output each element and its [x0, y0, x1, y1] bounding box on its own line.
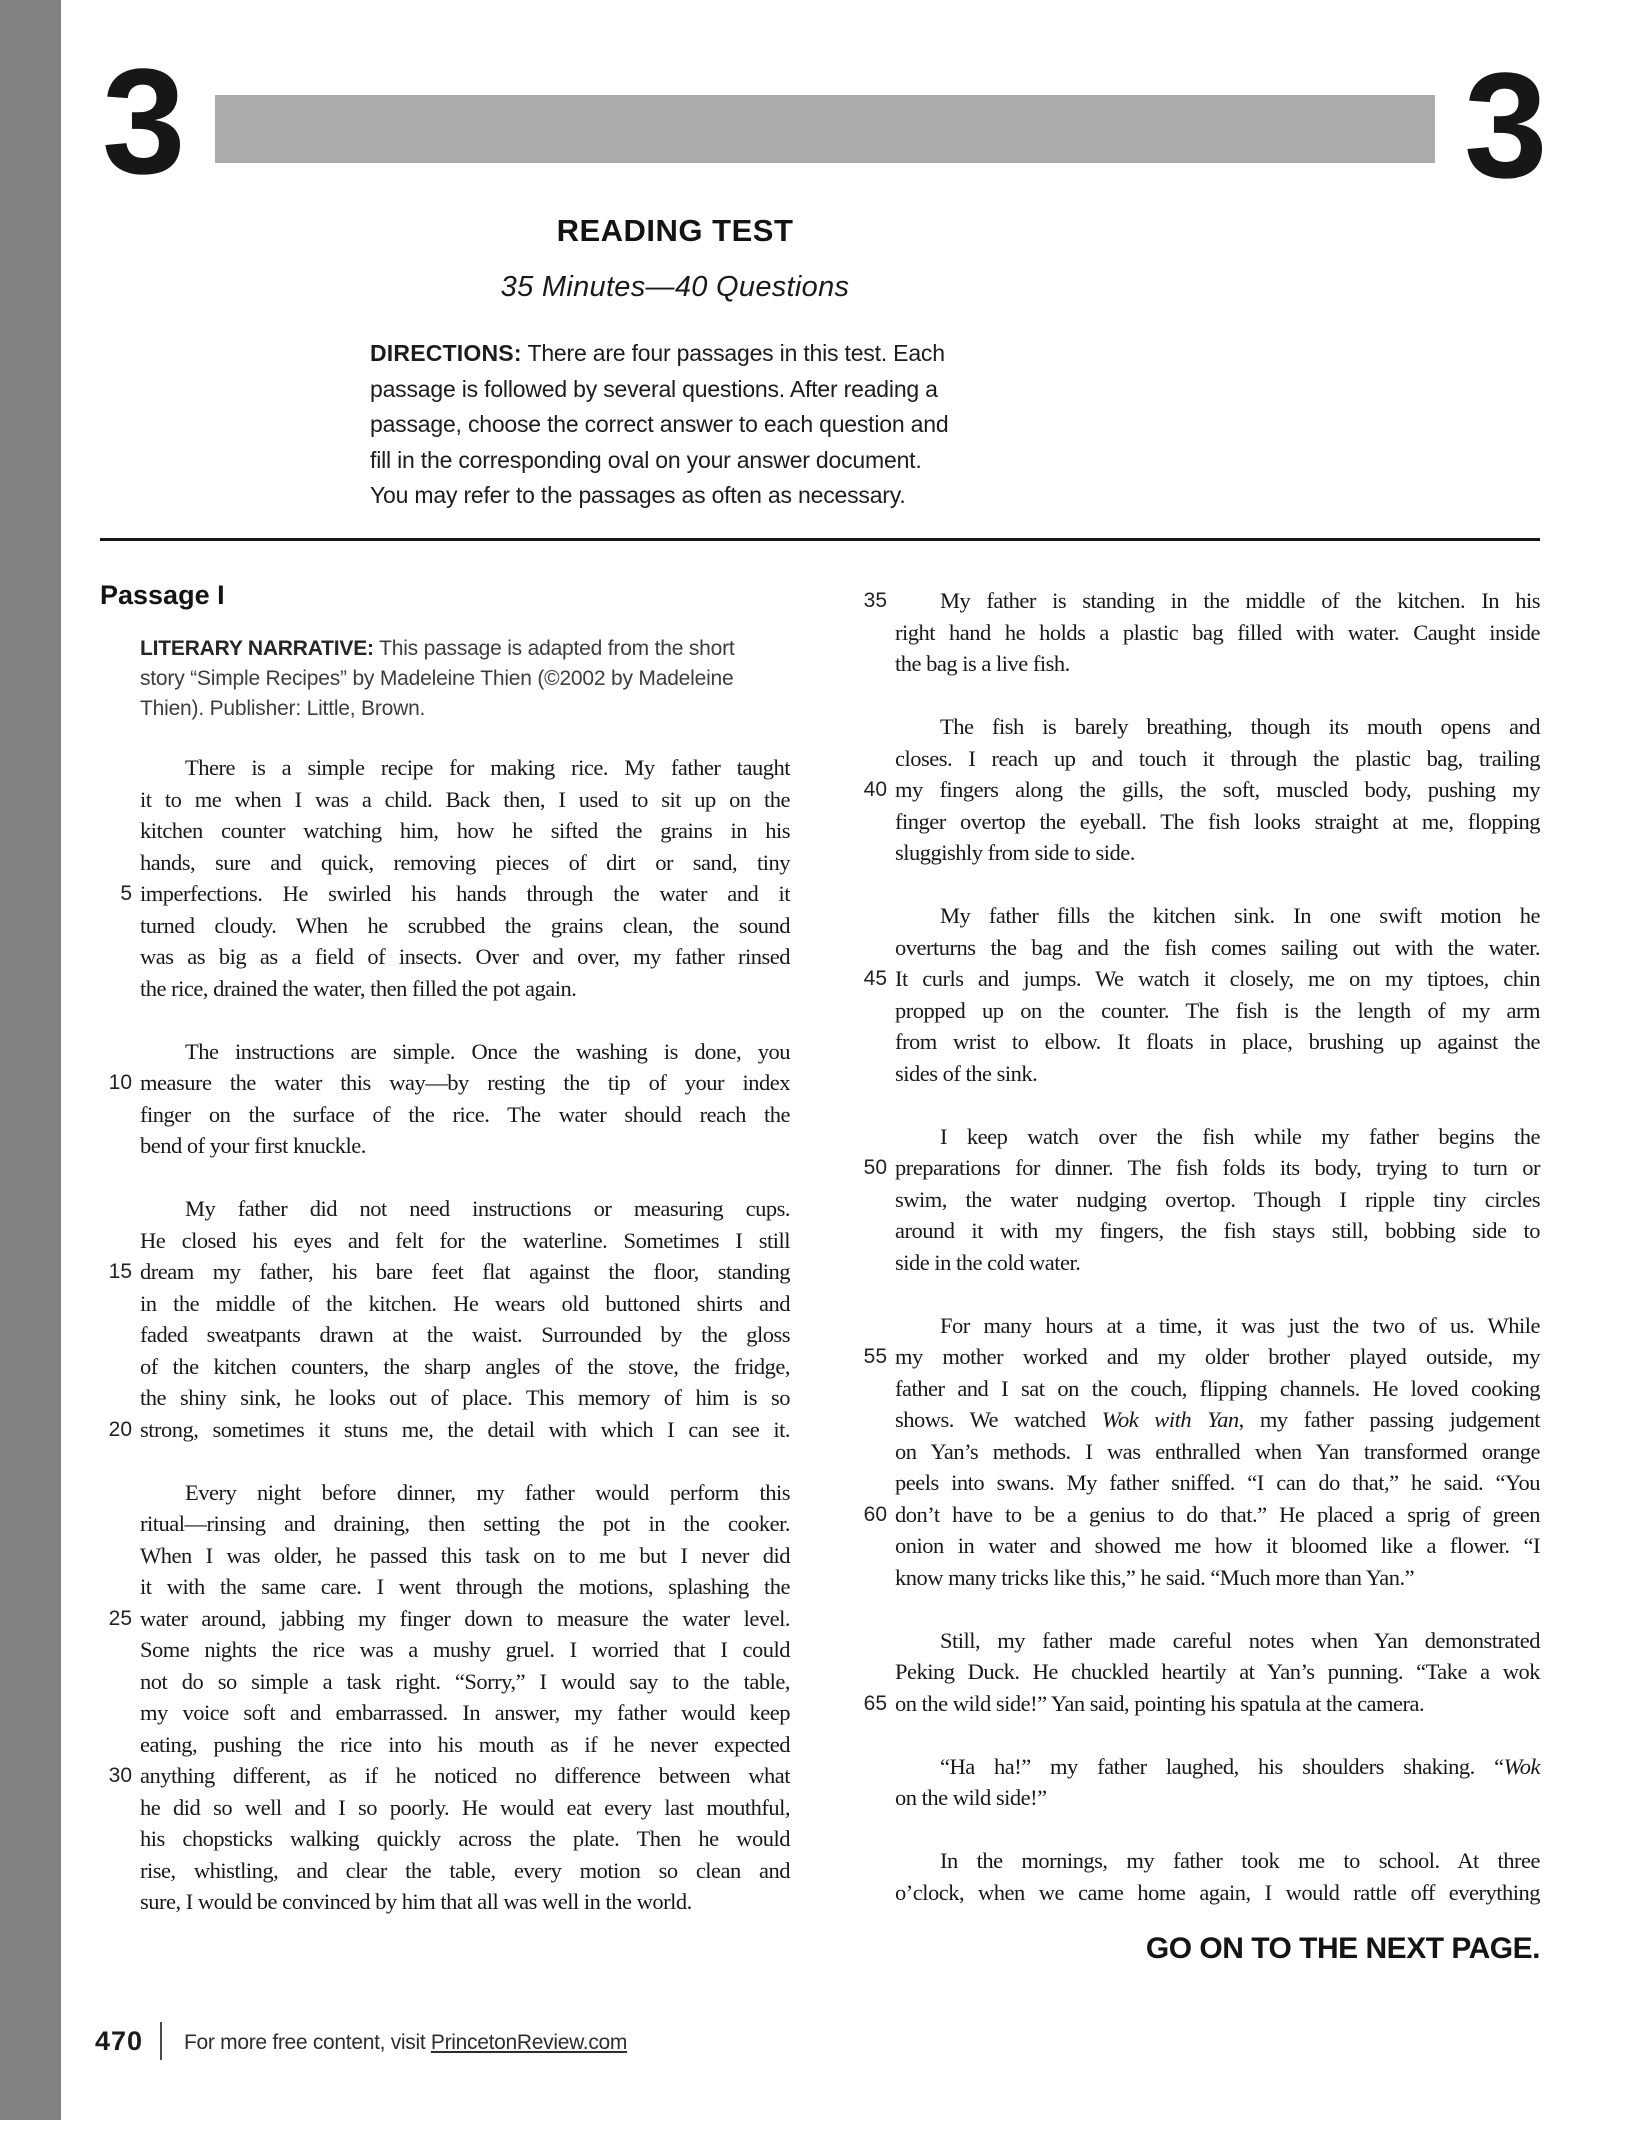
passage-line: In the mornings, my father took me to school. At three — [940, 1848, 1540, 1873]
passage-line: 45 It curls and jumps. We watch it closely, me on my tiptoes, chin — [895, 963, 1540, 995]
intro-label: LITERARY NARRATIVE: — [140, 637, 374, 660]
directions-block — [370, 336, 995, 514]
passage-line: 50 preparations for dinner. The fish folds its body, trying to turn or — [895, 1152, 1540, 1184]
line-number: 55 — [863, 1345, 887, 1368]
passage-line: not do so simple a task right. “Sorry,” I would say to the table, — [140, 1668, 790, 1694]
princeton-review-link[interactable]: PrincetonReview.com — [430, 2031, 628, 2054]
line-number: 10 — [108, 1071, 132, 1094]
passage-line: 30 anything different, as if he noticed no difference between what — [140, 1760, 790, 1792]
page-subtitle: 35 Minutes—40 Questions — [500, 271, 850, 303]
intro-line: Thien). Publisher: Little, Brown. — [140, 697, 426, 720]
passage-line: hands, sure and quick, removing pieces of dirt or sand, tiny — [140, 849, 790, 875]
line-number: 25 — [108, 1606, 132, 1630]
passage-line: sides of the sink. — [895, 1060, 1038, 1086]
passage-line: o’clock, when we came home again, I would rattle off everything — [895, 1879, 1540, 1905]
line-number: 40 — [863, 778, 887, 801]
line-number: 30 — [108, 1764, 132, 1787]
passage-line: My father did not need instructions or measuring cups. — [185, 1196, 790, 1221]
passage-line: faded sweatpants drawn at the waist. Surrounded by the gloss — [140, 1322, 790, 1347]
passage-line: 65 on the wild side!” Yan said, pointing his spatula at the camera. — [895, 1688, 1540, 1720]
passage-line: right hand he holds a plastic bag filled with water. Caught inside — [895, 619, 1540, 645]
header-gray-bar — [215, 95, 1435, 163]
passage-line: shows. We watched Wok with Yan, my father passing judgement — [895, 1407, 1540, 1432]
directions-line: passage, choose the correct answer to each question and — [370, 411, 949, 437]
passage-line: know many tricks like this,” he said. “Much more than Yan.” — [895, 1564, 1415, 1590]
passage-line: of the kitchen counters, the sharp angles of the stove, the fridge, — [140, 1353, 790, 1379]
line-number: 65 — [863, 1691, 887, 1715]
section-number-left: 3 — [102, 37, 182, 205]
passage-line: rise, whistling, and clear the table, every motion so clean and — [140, 1857, 790, 1883]
passage-line: 25 water around, jabbing my finger down to measure the water level. — [140, 1603, 790, 1635]
line-number: 45 — [863, 967, 887, 990]
passage-line: 40 my fingers along the gills, the soft, muscled body, pushing my — [895, 774, 1540, 806]
line-number: 50 — [863, 1156, 887, 1179]
directions-line: DIRECTIONS: There are four passages in this test. Each — [370, 340, 945, 366]
footer-separator — [160, 2022, 162, 2060]
passage-line: There is a simple recipe for making rice. My father taught — [185, 755, 790, 780]
passage-line: overturns the bag and the fish comes sailing out with the water. — [895, 934, 1540, 960]
line-number: 60 — [863, 1502, 887, 1526]
passage-line: around it with my fingers, the fish stays still, bobbing side to — [895, 1218, 1540, 1243]
directions-line: You may refer to the passages as often as necessary. — [370, 482, 906, 508]
passage-line: his chopsticks walking quickly across the plate. Then he would — [140, 1826, 790, 1851]
intro-line: LITERARY NARRATIVE: This passage is adapted from the short — [140, 637, 735, 660]
passage-line: in the middle of the kitchen. He wears old buttoned shirts and — [140, 1290, 790, 1316]
passage-line: propped up on the counter. The fish is the length of my arm — [895, 997, 1540, 1023]
passage-line: the rice, drained the water, then filled the pot again. — [140, 975, 577, 1001]
passage-line: When I was older, he passed this task on to me but I never did — [140, 1542, 790, 1568]
passage-line: ritual—rinsing and draining, then setting the pot in the cooker. — [140, 1511, 790, 1536]
passage-line: it with the same care. I went through the motions, splashing the — [140, 1574, 790, 1599]
section-number-right: 3 — [1464, 41, 1544, 209]
passage-line: 35 My father is standing in the middle of the kitchen. In his — [895, 585, 1540, 617]
passage-line: side in the cold water. — [895, 1249, 1081, 1275]
passage-line: the shiny sink, he looks out of place. This memory of him is so — [140, 1385, 790, 1410]
passage-line: My father fills the kitchen sink. In one swift motion he — [940, 903, 1540, 928]
passage-line: turned cloudy. When he scrubbed the grains clean, the sound — [140, 912, 790, 938]
passage-line: Peking Duck. He chuckled heartily at Yan’s punning. “Take a wok — [895, 1659, 1540, 1684]
passage-line: Still, my father made careful notes when Yan demonstrated — [940, 1627, 1540, 1653]
passage-line: on the wild side!” — [895, 1785, 1047, 1810]
passage-line: finger on the surface of the rice. The water should reach the — [140, 1101, 790, 1127]
passage-line: finger overtop the eyeball. The fish looks straight at me, flopping — [895, 808, 1540, 834]
passage-line: was as big as a field of insects. Over and over, my father rinsed — [140, 944, 790, 969]
title-block — [370, 213, 980, 304]
passage-line: 15 dream my father, his bare feet flat against the floor, standing — [140, 1256, 790, 1288]
passage-line: bend of your first knuckle. — [140, 1133, 366, 1158]
line-number: 35 — [863, 589, 887, 612]
passage-line: the bag is a live fish. — [895, 651, 1070, 676]
passage-column-left — [108, 752, 790, 1918]
passage-line: father and I sat on the couch, flipping channels. He loved cooking — [895, 1375, 1540, 1401]
line-number: 20 — [108, 1417, 132, 1441]
passage-line: he did so well and I so poorly. He would eat every last mouthful, — [140, 1794, 790, 1820]
passage-line: sluggishly from side to side. — [895, 840, 1135, 865]
passage-intro — [140, 634, 800, 724]
go-on-notice: GO ON TO THE NEXT PAGE. — [1145, 1932, 1540, 1965]
passage-line: it to me when I was a child. Back then, I used to sit up on the — [140, 786, 790, 812]
passage-line: 10 measure the water this way—by resting the tip of your index — [140, 1067, 790, 1099]
passage-line: my voice soft and embarrassed. In answer, my father would keep — [140, 1700, 790, 1725]
passage-line: kitchen counter watching him, how he sifted the grains in his — [140, 818, 790, 843]
passage-line: 20 strong, sometimes it stuns me, the detail with which I can see it. — [140, 1414, 790, 1446]
passage-line: The fish is barely breathing, though its mouth opens and — [940, 714, 1540, 739]
directions-line: fill in the corresponding oval on your answer document. — [370, 446, 922, 473]
passage-line: 55 my mother worked and my older brother played outside, my — [895, 1341, 1540, 1373]
passage-line: He closed his eyes and felt for the waterline. Sometimes I still — [140, 1227, 790, 1253]
line-number: 15 — [108, 1260, 132, 1283]
passage-column-right — [863, 585, 1540, 1908]
section-divider-rule — [100, 538, 1540, 541]
passage-line: Some nights the rice was a mushy gruel. I worried that I could — [140, 1637, 790, 1662]
footer-tagline: For more free content, visit PrincetonReview.com — [184, 2031, 628, 2054]
passage-line: I keep watch over the fish while my father begins the — [940, 1123, 1540, 1149]
passage-line: onion in water and showed me how it bloomed like a flower. “I — [895, 1533, 1540, 1558]
directions-label: DIRECTIONS: — [370, 340, 522, 366]
passage-heading: Passage I — [100, 580, 225, 610]
passage-line: closes. I reach up and touch it through the plastic bag, trailing — [895, 745, 1540, 771]
line-number: 5 — [120, 882, 132, 905]
passage-line: Every night before dinner, my father would perform this — [185, 1479, 790, 1505]
passage-line: 5 imperfections. He swirled his hands through the water and it — [140, 878, 790, 910]
passage-line: eating, pushing the rice into his mouth as if he never expected — [140, 1731, 790, 1757]
page-title: READING TEST — [556, 213, 794, 248]
passage-line: on Yan’s methods. I was enthralled when Yan transformed orange — [895, 1438, 1540, 1464]
passage-line: peels into swans. My father sniffed. “I can do that,” he said. “You — [895, 1470, 1540, 1495]
directions-line: passage is followed by several questions. After reading a — [370, 375, 938, 402]
passage-line: The instructions are simple. Once the washing is done, you — [185, 1038, 790, 1064]
passage-line: from wrist to elbow. It floats in place, brushing up against the — [895, 1029, 1540, 1054]
passage-line: “Ha ha!” my father laughed, his shoulders shaking. “Wok — [940, 1753, 1540, 1779]
footer-page-number: 470 — [95, 2026, 144, 2056]
passage-line: 60 don’t have to be a genius to do that.” He placed a sprig of green — [895, 1499, 1540, 1531]
passage-line: swim, the water nudging overtop. Though I ripple tiny circles — [895, 1186, 1540, 1212]
passage-line: sure, I would be convinced by him that all was well in the world. — [140, 1889, 692, 1914]
passage-line: For many hours at a time, it was just the two of us. While — [940, 1312, 1540, 1338]
page-binding-strip — [0, 0, 64, 2120]
intro-line: story “Simple Recipes” by Madeleine Thien (©2002 by Madeleine — [140, 667, 734, 690]
